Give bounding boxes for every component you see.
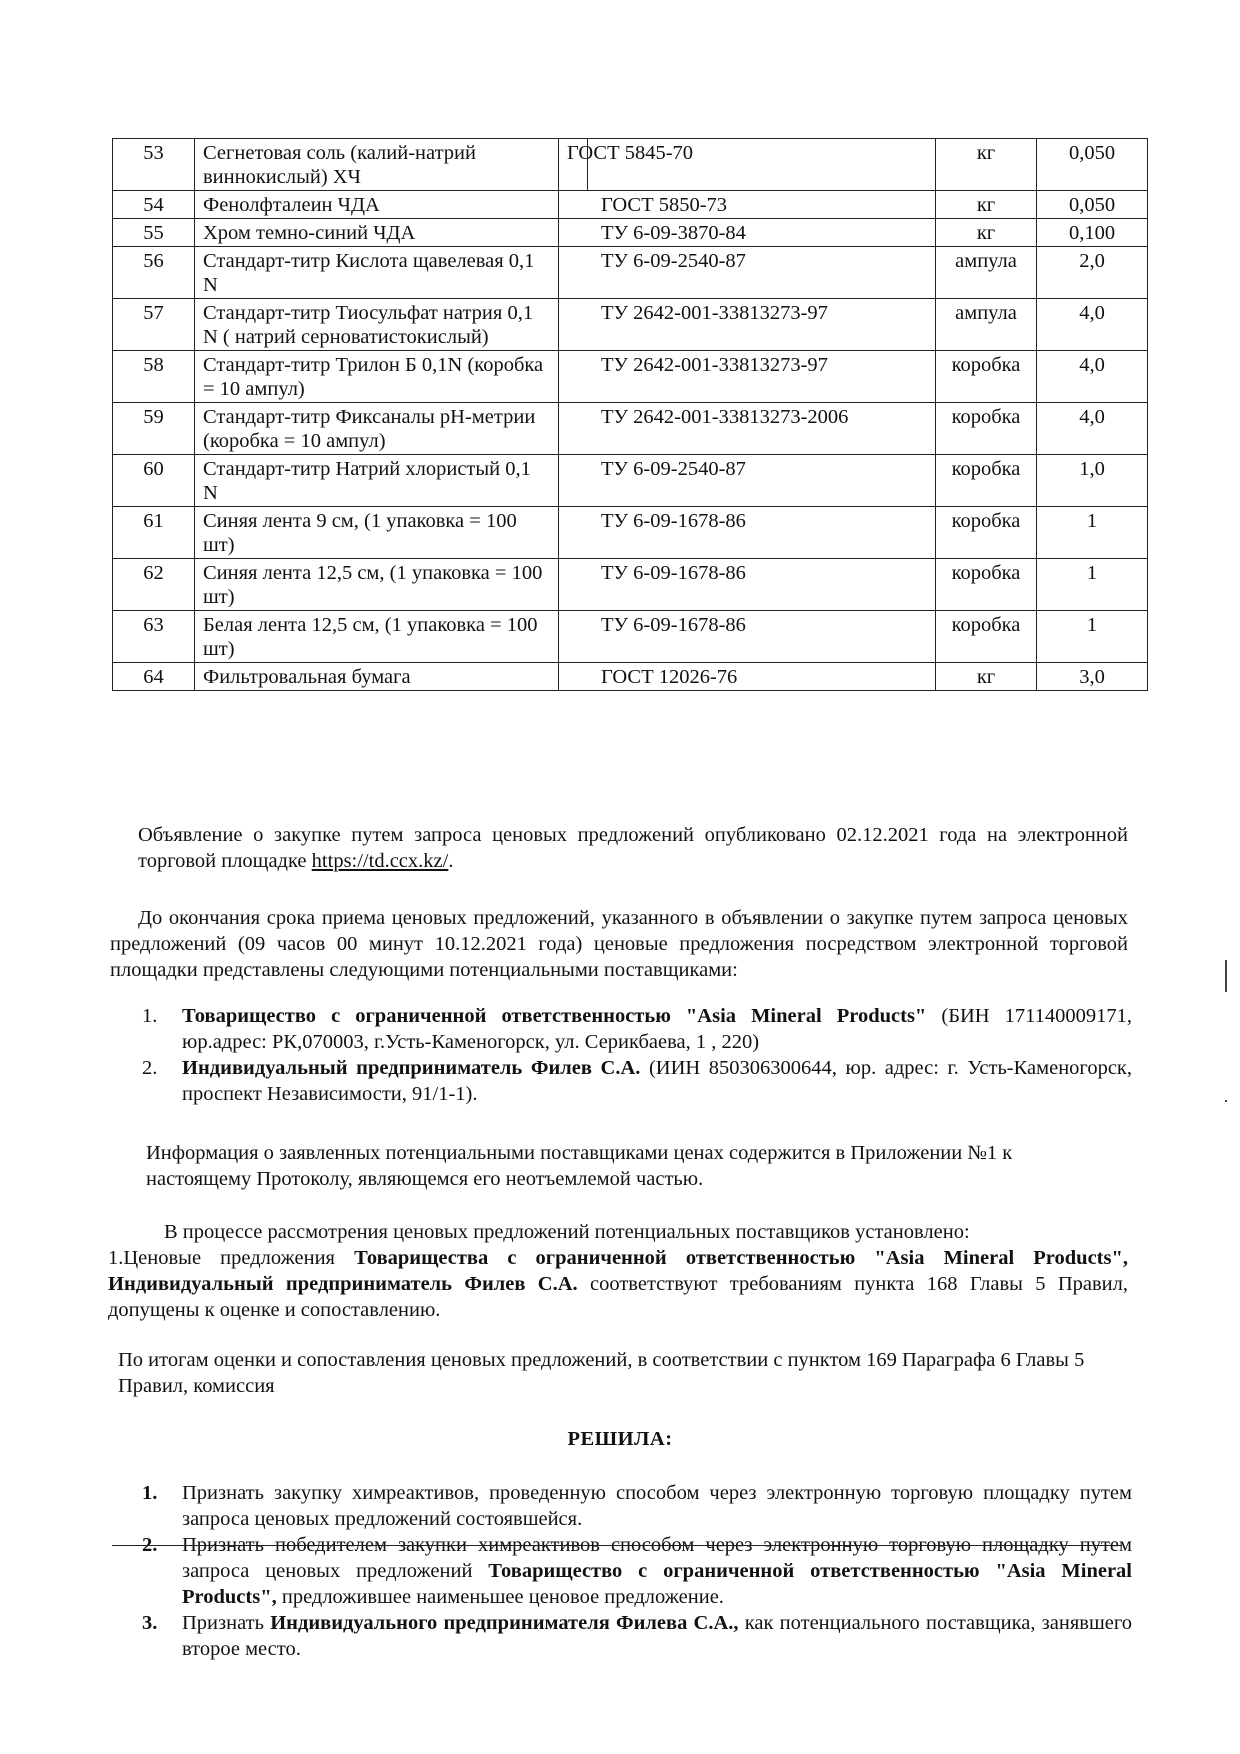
reagent-name: Фенолфталеин ЧДА <box>195 191 559 219</box>
reagent-quantity: 0,050 <box>1037 139 1148 191</box>
list-number: 2. <box>142 1534 158 1556</box>
reagent-quantity: 3,0 <box>1037 663 1148 691</box>
table-row <box>113 559 1148 611</box>
table-row <box>113 247 1148 299</box>
row-number: 53 <box>113 139 195 191</box>
row-number: 57 <box>113 299 195 351</box>
deadline-paragraph: До окончания срока приема ценовых предложений, указанного в объявлении о закупке путем запроса ценовых предложений (09 часов 00 минут 10.12.2021 года) ценовые предложения посредством электронной торговой площадки представлены следующими потенциальными поставщиками: <box>110 907 1128 981</box>
scan-mark <box>1225 960 1227 992</box>
reagent-quantity: 1 <box>1037 611 1148 663</box>
reagent-quantity: 1 <box>1037 507 1148 559</box>
reagent-unit: кг <box>936 191 1037 219</box>
reagent-unit: ампула <box>936 299 1037 351</box>
supplier-item <box>142 1003 1132 1055</box>
platform-link[interactable]: https://td.ccx.kz/ <box>311 850 449 872</box>
reagent-name: Хром темно-синий ЧДА <box>195 219 559 247</box>
reagent-standard: ТУ 2642-001-33813273-97 <box>559 351 936 403</box>
list-number: 1. <box>142 1005 158 1027</box>
supplier-item <box>142 1055 1132 1107</box>
table-row <box>113 219 1148 247</box>
reagent-standard: ТУ 6-09-1678-86 <box>559 611 936 663</box>
decision-heading: РЕШИЛА: <box>567 1428 673 1450</box>
decision-text: Признать <box>182 1612 271 1634</box>
row-number: 54 <box>113 191 195 219</box>
row-number: 63 <box>113 611 195 663</box>
reagent-standard: ГОСТ 5850-73 <box>559 191 936 219</box>
reagent-quantity: 4,0 <box>1037 351 1148 403</box>
list-number: 2. <box>142 1057 158 1079</box>
reagent-name: Синяя лента 12,5 см, (1 упаковка = 100 шт) <box>195 559 559 611</box>
supplier-name: Товарищество с ограниченной ответственностью "Asia Mineral Products" <box>182 1005 927 1027</box>
announcement-end: . <box>448 850 454 872</box>
reagent-unit: коробка <box>936 611 1037 663</box>
decision-item <box>142 1532 1132 1610</box>
reagent-standard: ГОСТ 12026-76 <box>559 663 936 691</box>
reagent-name: Стандарт-титр Натрий хлористый 0,1 N <box>195 455 559 507</box>
evaluation-paragraph: По итогам оценки и сопоставления ценовых предложений, в соответствии с пунктом 169 Параграфа 6 Главы 5 Правил, комиссия <box>118 1349 1085 1397</box>
scan-mark <box>1225 1100 1227 1102</box>
decision-text: Признать закупку химреактивов, проведенную способом через электронную торговую площадку путем запроса ценовых предложений состоявшейся. <box>182 1482 1132 1530</box>
decision-text: Признать победителем закупки химреактивов способом через электронную торговую площадку путем запроса ценовых предложений <box>182 1534 1132 1582</box>
reagent-standard: ТУ 6-09-1678-86 <box>559 559 936 611</box>
reagent-name: Стандарт-титр Трилон Б 0,1N (коробка = 10 ампул) <box>195 351 559 403</box>
review-start: 1.Ценовые предложения <box>108 1247 355 1269</box>
review-paragraph <box>108 1245 1128 1323</box>
reagent-quantity: 4,0 <box>1037 299 1148 351</box>
table-row <box>113 663 1148 691</box>
decision-text-end: предложившее наименьшее ценовое предложение. <box>276 1586 724 1608</box>
reagent-standard: ТУ 2642-001-33813273-97 <box>559 299 936 351</box>
reagent-name: Стандарт-титр Тиосульфат натрия 0,1 N ( натрий серноватистокислый) <box>195 299 559 351</box>
decisions-list <box>142 1480 1132 1662</box>
reagent-name: Синяя лента 9 см, (1 упаковка = 100 шт) <box>195 507 559 559</box>
supplier-details: (ИИН 850306300644, юр. адрес: г. Усть-Каменогорск, проспект Независимости, 91/1-1). <box>182 1057 1132 1105</box>
row-number: 56 <box>113 247 195 299</box>
row-number: 61 <box>113 507 195 559</box>
announcement-paragraph <box>138 822 1128 874</box>
reagent-standard: ТУ 6-09-3870-84 <box>559 219 936 247</box>
table-row <box>113 139 1148 191</box>
reagent-standard: ТУ 6-09-2540-87 <box>559 455 936 507</box>
list-number: 1. <box>142 1482 158 1504</box>
reagent-name: Сегнетовая соль (калий-натрий виннокислый) ХЧ <box>195 139 559 191</box>
row-number: 55 <box>113 219 195 247</box>
reagent-quantity: 0,100 <box>1037 219 1148 247</box>
reagents-table <box>112 138 1148 691</box>
info-paragraph: Информация о заявленных потенциальными поставщиками ценах содержится в Приложении №1 к настоящему Протоколу, являющемся его неотъемлемой частью. <box>146 1142 1013 1190</box>
reagent-quantity: 1 <box>1037 559 1148 611</box>
review-suppliers: Товарищества с ограниченной ответственностью "Asia Mineral Products", Индивидуальный предприниматель Филев С.А. <box>108 1247 1128 1295</box>
table-row <box>113 507 1148 559</box>
reagent-unit: кг <box>936 663 1037 691</box>
reagent-unit: коробка <box>936 507 1037 559</box>
row-number: 58 <box>113 351 195 403</box>
reagent-quantity: 1,0 <box>1037 455 1148 507</box>
reagent-unit: коробка <box>936 559 1037 611</box>
reagent-unit: кг <box>936 139 1037 191</box>
list-number: 3. <box>142 1612 158 1634</box>
row-number: 64 <box>113 663 195 691</box>
reagent-name: Белая лента 12,5 см, (1 упаковка = 100 шт) <box>195 611 559 663</box>
reagent-name: Фильтровальная бумага <box>195 663 559 691</box>
reagent-unit: кг <box>936 219 1037 247</box>
table-row <box>113 403 1148 455</box>
decision-second: Индивидуального предпринимателя Филева С.А., <box>270 1612 739 1634</box>
reagent-name: Стандарт-титр Фиксаналы рН-метрии (коробка = 10 ампул) <box>195 403 559 455</box>
table-row <box>113 455 1148 507</box>
supplier-name: Индивидуальный предприниматель Филев С.А. <box>182 1057 641 1079</box>
reagent-unit: коробка <box>936 455 1037 507</box>
reagent-standard: ТУ 2642-001-33813273-2006 <box>559 403 936 455</box>
table-row <box>113 191 1148 219</box>
row-number: 60 <box>113 455 195 507</box>
decision-item <box>142 1480 1132 1532</box>
decision-text-end: как потенциального поставщика, занявшего второе место. <box>182 1612 1132 1660</box>
table-row <box>113 299 1148 351</box>
decision-winner: Товарищество с ограниченной ответственностью "Asia Mineral Products", <box>182 1560 1132 1608</box>
row-number: 62 <box>113 559 195 611</box>
review-intro: В процессе рассмотрения ценовых предложений потенциальных поставщиков установлено: <box>164 1221 970 1243</box>
suppliers-list <box>142 1003 1132 1107</box>
reagent-standard: ТУ 6-09-2540-87 <box>559 247 936 299</box>
reagent-quantity: 0,050 <box>1037 191 1148 219</box>
supplier-details: (БИН 171140009171, юр.адрес: РК,070003, г.Усть-Каменогорск, ул. Серикбаева, 1 , 220) <box>182 1005 1132 1053</box>
reagent-quantity: 2,0 <box>1037 247 1148 299</box>
reagent-quantity: 4,0 <box>1037 403 1148 455</box>
reagent-unit: ампула <box>936 247 1037 299</box>
reagent-unit: коробка <box>936 403 1037 455</box>
row-number: 59 <box>113 403 195 455</box>
reagent-standard: ГОСТ 5845-70 <box>559 139 936 191</box>
table-row <box>113 611 1148 663</box>
reagent-unit: коробка <box>936 351 1037 403</box>
strikethrough-line <box>112 1545 1122 1546</box>
table-row <box>113 351 1148 403</box>
review-end: соответствуют требованиям пункта 168 Главы 5 Правил, допущены к оценке и сопоставлению. <box>108 1273 1128 1321</box>
announcement-text: Объявление о закупке путем запроса ценовых предложений опубликовано 02.12.2021 года на электронной торговой площадке <box>138 824 1128 872</box>
decision-item <box>142 1610 1132 1662</box>
reagent-standard: ТУ 6-09-1678-86 <box>559 507 936 559</box>
reagent-name: Стандарт-титр Кислота щавелевая 0,1 N <box>195 247 559 299</box>
